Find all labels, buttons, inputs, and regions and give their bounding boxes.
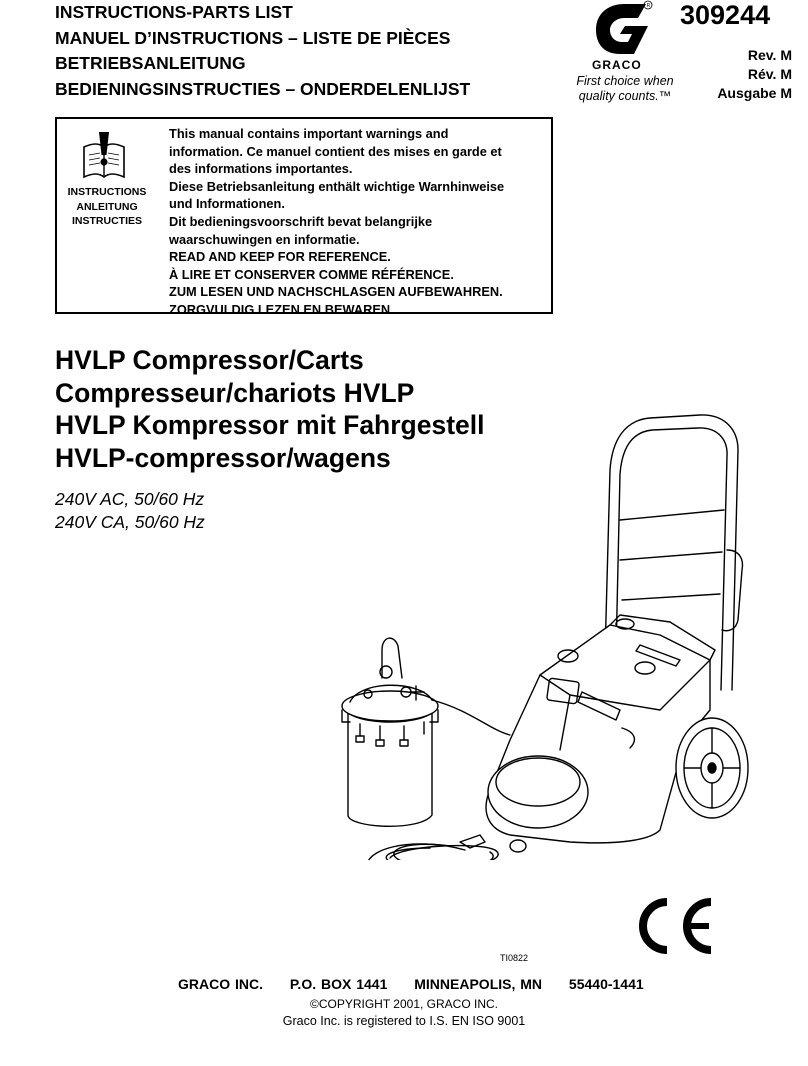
figure-id: TI0822 bbox=[500, 953, 529, 963]
caster-wheel bbox=[510, 840, 526, 852]
title-fr: MANUEL D’INSTRUCTIONS – LISTE DE PIÈCES bbox=[55, 27, 451, 48]
city: MINNEAPOLIS, MN bbox=[414, 976, 543, 992]
instructions-label: INSTRUCTIONS ANLEITUNG INSTRUCTIES bbox=[67, 186, 147, 227]
warning-text: This manual contains important warnings and information. Ce manuel contient des mises en garde et des informations importantes. Diese Betriebsanleitung enthält wichtige Warnhinweise und Informationen. Dit bedieningsvoorschrift bevat belangrijke waarschuwingen en informatie. READ AND KEEP FOR REFERENCE. À LIRE ET CONSERVER COMME RÉFÉRENCE. ZUM LESEN UND NACHSCHLASGEN AUFBEWAHREN. ZORGVULDIG LEZEN EN BEWAREN. bbox=[169, 126, 505, 317]
voltage-ratings bbox=[55, 488, 205, 534]
ce-mark-icon bbox=[633, 896, 717, 956]
product-title-nl: HVLP-compressor/wagens bbox=[55, 442, 391, 473]
warning-box bbox=[55, 117, 553, 317]
document-titles bbox=[55, 0, 470, 102]
title-nl: BEDIENINGSINSTRUCTIES – ONDERDELENLIJST bbox=[55, 78, 471, 99]
cart-wheel bbox=[676, 718, 748, 818]
svg-text:R: R bbox=[646, 3, 651, 9]
revision-en: Rev. M bbox=[747, 47, 792, 63]
revision-labels bbox=[717, 46, 792, 103]
compressor-cart-illustration bbox=[320, 410, 760, 860]
title-en: INSTRUCTIONS-PARTS LIST bbox=[55, 2, 293, 22]
product-title-en: HVLP Compressor/Carts bbox=[55, 345, 364, 375]
air-hose bbox=[345, 835, 498, 860]
product-title-fr: Compresseur/chariots HVLP bbox=[55, 377, 415, 408]
document-number: 309244 bbox=[680, 0, 771, 30]
voltage-en: 240V AC, 50/60 Hz bbox=[55, 489, 205, 509]
revision-fr: Rév. M bbox=[747, 66, 792, 82]
po-box: P.O. BOX 1441 bbox=[289, 976, 388, 992]
product-title-de: HVLP Kompressor mit Fahrgestell bbox=[55, 410, 485, 440]
iso-registration: Graco Inc. is registered to I.S. EN ISO 9001 bbox=[282, 1014, 526, 1028]
pressure-pot bbox=[342, 638, 510, 826]
company-address bbox=[178, 976, 666, 992]
revision-de: Ausgabe M bbox=[717, 85, 792, 101]
copyright: ©COPYRIGHT 2001, GRACO INC. bbox=[310, 997, 498, 1011]
brand-name: GRACO bbox=[592, 58, 642, 72]
company-name: GRACO INC. bbox=[178, 976, 263, 992]
manual-book-exclamation-icon bbox=[81, 131, 127, 181]
zip-code: 55440-1441 bbox=[568, 976, 644, 992]
title-de: BETRIEBSANLEITUNG bbox=[55, 53, 246, 73]
voltage-fr: 240V CA, 50/60 Hz bbox=[55, 512, 205, 532]
compressor-body bbox=[486, 615, 715, 843]
tagline: First choice when quality counts.™ bbox=[576, 74, 674, 103]
